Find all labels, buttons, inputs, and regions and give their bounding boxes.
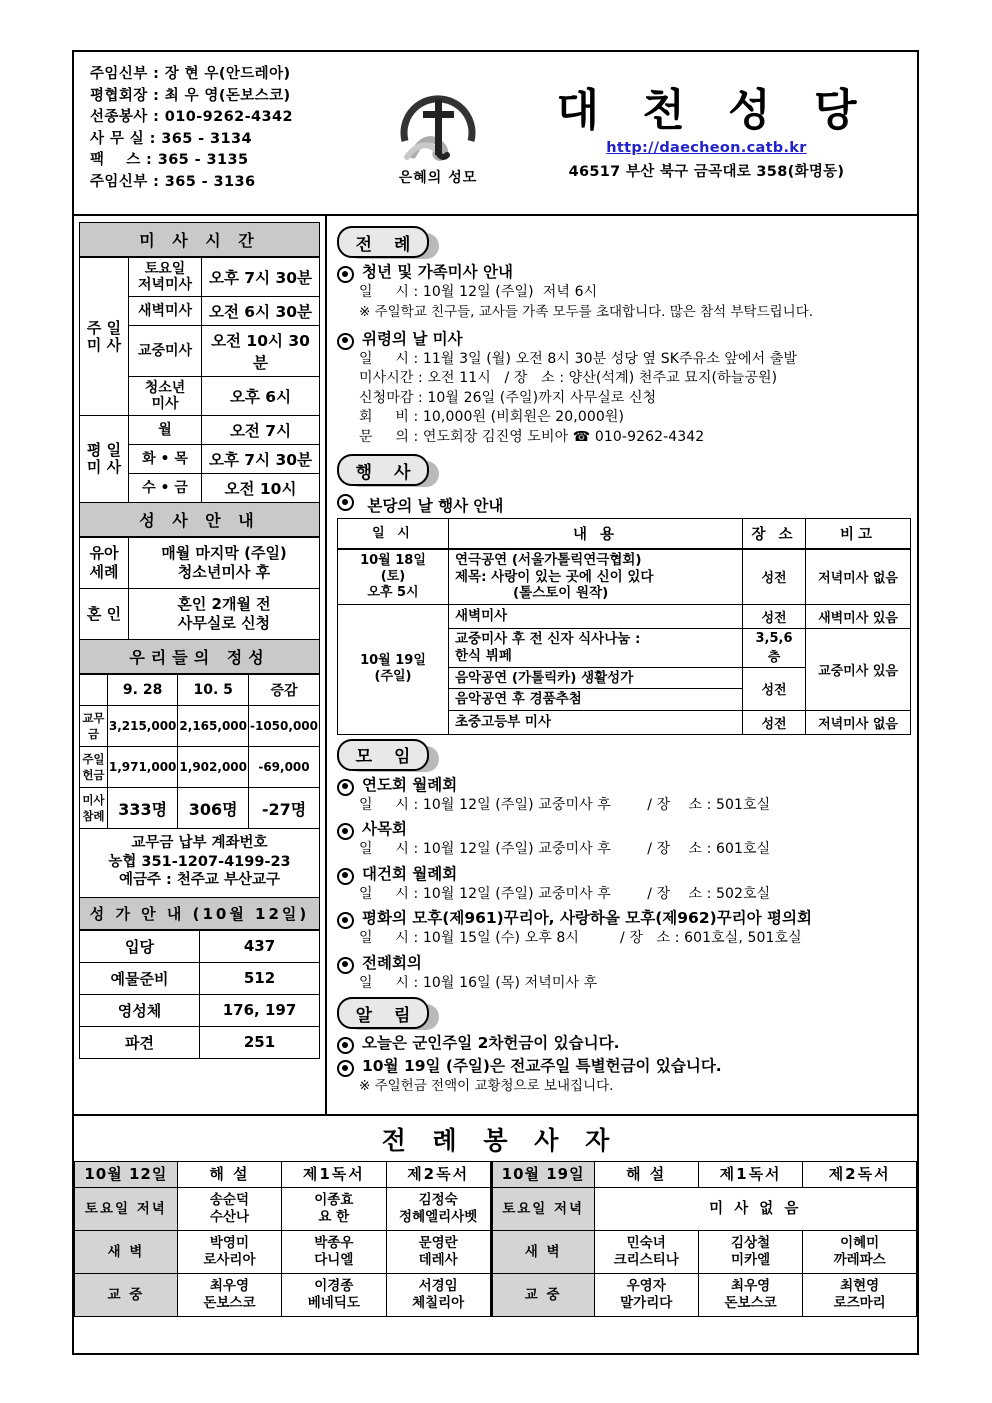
event-place: 성전 — [743, 604, 806, 628]
servers-right-col-commentary: 해 설 — [594, 1162, 698, 1188]
item-title-row — [335, 262, 909, 283]
offering-change: -1050,000 — [249, 706, 320, 747]
event-remark: 새벽미사 있음 — [806, 604, 911, 628]
event-content: 교중미사 후 전 신자 식사나눔 : 한식 뷔페 — [449, 628, 743, 667]
servers-row-label: 토요일 저녁 — [75, 1188, 178, 1231]
sacrament-title: 성 사 안 내 — [79, 503, 320, 537]
hymn-part: 예물준비 — [80, 962, 200, 994]
bullet-icon — [337, 1060, 354, 1077]
table-row — [75, 1188, 917, 1231]
offering-value: 1,971,000 — [107, 747, 178, 788]
liturgy-item — [335, 329, 909, 448]
offering-col-blank — [80, 675, 108, 706]
event-remark: 저녁미사 없음 — [806, 549, 911, 604]
events-table — [337, 518, 911, 735]
mass-kind: 화 • 목 — [129, 445, 202, 474]
servers-row-label: 교 중 — [75, 1274, 178, 1317]
section-events-header — [337, 454, 909, 488]
notice-text: 10월 19일 (주일)은 전교주일 특별헌금이 있습니다. — [362, 1057, 722, 1075]
table-row — [338, 604, 911, 628]
notice-item — [335, 1056, 909, 1096]
item-title: 연도회 월례회 — [362, 775, 458, 794]
table-header-row — [75, 1162, 917, 1188]
server-name: 김정숙 정혜엘리사벳 — [386, 1188, 491, 1231]
servers-right-col-reading1: 제1독서 — [698, 1162, 802, 1188]
events-heading-row — [335, 490, 909, 516]
bulletin-body — [74, 216, 917, 1116]
item-title: 위령의 날 미사 — [362, 329, 463, 348]
page-header — [74, 52, 917, 216]
bullet-icon — [337, 868, 354, 885]
server-name: 우영자 말가리다 — [594, 1274, 698, 1317]
offering-table — [79, 674, 320, 829]
item-detail: 미사시간 : 오전 11시 / 장 소 : 양산(석계) 천주교 묘지(하늘공원) — [359, 370, 778, 386]
server-name: 최우영 돈보스코 — [698, 1274, 802, 1317]
bullet-icon — [337, 823, 354, 840]
event-place: 성전 — [743, 667, 806, 710]
section-notices-header — [337, 997, 909, 1031]
item-detail: 일 시 : 10월 12일 (주일) 저녁 6시 — [359, 284, 598, 300]
servers-row-label: 토요일 저녁 — [491, 1188, 594, 1231]
mass-time: 오전 10시 30분 — [202, 326, 320, 377]
table-row — [80, 416, 320, 445]
contact-line: 팩 스 : 365 - 3135 — [90, 152, 249, 168]
contact-line: 주임신부 : 장 현 우(안드레아) — [90, 66, 291, 82]
servers-left-col-reading2: 제2독서 — [386, 1162, 491, 1188]
event-date: 10월 19일 (주일) — [338, 604, 449, 734]
server-name: 김상철 미카엘 — [698, 1231, 802, 1274]
event-content: 음악공연 후 경품추첨 — [449, 689, 743, 711]
mass-kind: 수 • 금 — [129, 474, 202, 503]
left-column — [74, 216, 327, 1114]
meeting-item — [335, 864, 909, 905]
item-detail: 일 시 : 11월 3일 (월) 오전 8시 30분 성당 옆 SK주유소 앞에서 출발 — [359, 350, 798, 367]
event-content: 새벽미사 — [449, 604, 743, 628]
item-detail: 일 시 : 10월 12일 (주일) 교중미사 후 / 장 소 : 502호실 — [359, 885, 771, 902]
bullet-icon — [337, 779, 354, 796]
bulletin-frame — [72, 50, 919, 1355]
meeting-item — [335, 953, 909, 994]
servers-left-col-commentary: 해 설 — [177, 1162, 281, 1188]
offering-value: 1,902,000 — [178, 747, 249, 788]
contact-line: 사 무 실 : 365 - 3134 — [90, 130, 252, 147]
event-content: 초중고등부 미사 — [449, 710, 743, 734]
hymn-part: 파견 — [80, 1026, 200, 1058]
servers-no-mass: 미 사 없 음 — [594, 1188, 917, 1231]
event-place: 성전 — [743, 549, 806, 604]
mass-time: 오후 7시 30분 — [202, 258, 320, 297]
event-date: 10월 18일 (토) 오후 5시 — [338, 549, 449, 604]
contact-line: 평협회장 : 최 우 영(돈보스코) — [90, 87, 291, 104]
server-name: 박영미 로사리아 — [177, 1231, 281, 1274]
event-place: 성전 — [743, 710, 806, 734]
section-label-notices: 알 림 — [337, 997, 429, 1029]
mass-schedule-table — [79, 257, 320, 503]
item-title-row — [335, 1056, 909, 1077]
mass-kind: 새벽미사 — [129, 297, 202, 326]
offering-value: 3,215,000 — [107, 706, 178, 747]
item-title: 평화의 모후(제961)꾸리아, 사랑하올 모후(제962)꾸리아 평의회 — [362, 909, 812, 927]
events-col-date: 일 시 — [338, 519, 449, 550]
server-name: 최우영 돈보스코 — [177, 1274, 281, 1317]
item-title: 사목회 — [362, 820, 407, 838]
sunday-mass-label: 주 일 미 사 — [80, 258, 129, 416]
grace-madonna-icon — [397, 85, 479, 165]
meeting-item — [335, 819, 909, 860]
mass-kind: 교중미사 — [129, 326, 202, 377]
mass-time: 오전 6시 30분 — [202, 297, 320, 326]
sacrament-kind: 혼 인 — [80, 589, 129, 640]
mass-kind: 청소년 미사 — [129, 377, 202, 416]
mass-kind: 월 — [129, 416, 202, 445]
table-row — [80, 706, 320, 747]
church-logo — [374, 52, 502, 214]
sacrament-info: 혼인 2개월 전 사무실로 신청 — [129, 589, 320, 640]
servers-left-date: 10월 12일 — [75, 1162, 178, 1188]
bullet-icon — [337, 957, 354, 974]
mass-schedule-title: 미 사 시 간 — [79, 222, 320, 257]
item-title-row — [335, 864, 909, 885]
item-title-row — [335, 775, 909, 796]
section-label-meetings: 모 임 — [337, 739, 429, 771]
event-content: 음악공연 (가톨릭카) 생활성가 — [449, 667, 743, 689]
table-row — [75, 1274, 917, 1317]
sacrament-info: 매월 마지막 (주일) 청소년미사 후 — [129, 538, 320, 589]
notice-text: 오늘은 군인주일 2차헌금이 있습니다. — [362, 1034, 620, 1052]
meeting-item — [335, 908, 909, 949]
offering-change: -69,000 — [249, 747, 320, 788]
events-heading: 본당의 날 행사 안내 — [367, 497, 504, 515]
contact-line: 주임신부 : 365 - 3136 — [90, 173, 256, 190]
bullet-icon — [337, 266, 354, 283]
servers-title: 전 례 봉 사 자 — [381, 1126, 619, 1155]
bullet-icon — [337, 1037, 354, 1054]
item-detail: 일 시 : 10월 12일 (주일) 교중미사 후 / 장 소 : 501호실 — [359, 796, 771, 813]
bullet-icon — [337, 333, 354, 350]
notice-item — [335, 1033, 909, 1054]
events-col-remark: 비고 — [806, 519, 911, 550]
offering-col-date2: 10. 5 — [178, 675, 249, 706]
hymn-number: 251 — [200, 1026, 320, 1058]
notice-note: ※ 주일헌금 전액이 교황청으로 보내집니다. — [359, 1078, 614, 1094]
offering-value: 306명 — [178, 788, 249, 829]
server-name: 송순덕 수산나 — [177, 1188, 281, 1231]
offering-title: 우리들의 정성 — [79, 640, 320, 674]
account-info: 교무금 납부 계좌번호 농협 351-1207-4199-23 예금주 : 천주교 부산교구 — [79, 829, 320, 898]
event-remark: 교중미사 있음 — [806, 628, 911, 710]
server-name: 민숙녀 크리스티나 — [594, 1231, 698, 1274]
events-col-content: 내 용 — [449, 519, 743, 550]
meeting-item — [335, 775, 909, 816]
hymn-table — [79, 930, 320, 1059]
server-name: 이종효 요 한 — [282, 1188, 386, 1231]
item-title-row — [335, 953, 909, 974]
events-col-place: 장 소 — [743, 519, 806, 550]
church-identity — [502, 52, 917, 214]
server-name: 이혜미 까레파스 — [803, 1231, 917, 1274]
mass-kind: 토요일 저녁미사 — [129, 258, 202, 297]
sacrament-kind: 유아 세례 — [80, 538, 129, 589]
servers-section — [74, 1116, 917, 1317]
item-detail: 일 시 : 10월 12일 (주일) 교중미사 후 / 장 소 : 601호실 — [359, 841, 771, 857]
servers-row-label: 새 벽 — [491, 1231, 594, 1274]
item-detail: 일 시 : 10월 16일 (목) 저녁미사 후 — [359, 974, 598, 991]
server-name: 이경종 베네딕도 — [282, 1274, 386, 1317]
hymn-number: 512 — [200, 962, 320, 994]
hymn-number: 176, 197 — [200, 994, 320, 1026]
item-detail: 신청마감 : 10월 26일 (주일)까지 사무실로 신청 — [359, 389, 657, 406]
hymn-part: 입당 — [80, 930, 200, 962]
table-row — [75, 1231, 917, 1274]
offering-change: -27명 — [249, 788, 320, 829]
item-detail: 문 의 : 연도회장 김진영 도비아 ☎ 010-9262-4342 — [359, 428, 705, 445]
section-label-events: 행 사 — [337, 454, 429, 486]
mass-time: 오전 10시 — [202, 474, 320, 503]
offering-col-date1: 9. 28 — [107, 675, 178, 706]
item-title-row — [335, 908, 909, 929]
item-title: 대건회 월례회 — [362, 864, 458, 883]
event-place: 3,5,6 층 — [743, 628, 806, 667]
servers-table — [74, 1161, 917, 1317]
bullet-icon — [337, 912, 354, 929]
logo-caption: 은혜의 성모 — [398, 170, 478, 186]
church-name: 대 천 성 당 — [556, 84, 871, 136]
server-name: 문영란 데레사 — [386, 1231, 491, 1274]
table-row — [80, 930, 320, 962]
offering-row-label: 미사참례 — [80, 788, 108, 829]
hymn-title: 성 가 안 내 (10월 12일) — [79, 898, 320, 930]
item-note: ※ 주일학교 친구들, 교사들 가족 모두를 초대합니다. 많은 참석 부탁드립니다. — [359, 303, 814, 320]
table-row — [80, 788, 320, 829]
table-row — [80, 538, 320, 589]
table-row — [80, 258, 320, 297]
server-name: 박종우 다니엘 — [282, 1231, 386, 1274]
servers-right-date: 10월 19일 — [491, 1162, 594, 1188]
table-row — [80, 589, 320, 640]
servers-row-label: 교 중 — [491, 1274, 594, 1317]
item-detail: 일 시 : 10월 15일 (수) 오후 8시 / 장 소 : 601호실, 501호실 — [359, 930, 802, 946]
mass-time: 오후 7시 30분 — [202, 445, 320, 474]
event-remark: 저녁미사 없음 — [806, 710, 911, 734]
offering-row-label: 교무금 — [80, 706, 108, 747]
weekday-mass-label: 평 일 미 사 — [80, 416, 129, 503]
item-title: 청년 및 가족미사 안내 — [362, 263, 513, 281]
table-row — [80, 747, 320, 788]
offering-col-change: 증감 — [249, 675, 320, 706]
offering-value: 2,165,000 — [178, 706, 249, 747]
church-website-link[interactable]: http://daecheon.catb.kr — [606, 139, 807, 156]
liturgy-item — [335, 262, 909, 322]
server-name: 최현영 로즈마리 — [803, 1274, 917, 1317]
section-label-liturgy: 전 례 — [337, 226, 429, 258]
hymn-part: 영성체 — [80, 994, 200, 1026]
church-address: 46517 부산 북구 금곡대로 358(화명동) — [568, 163, 845, 180]
table-row — [338, 549, 911, 604]
sacrament-table — [79, 537, 320, 640]
mass-time: 오후 6시 — [202, 377, 320, 416]
table-row — [80, 675, 320, 706]
server-name: 서경임 체칠리아 — [386, 1274, 491, 1317]
right-column — [327, 216, 917, 1114]
item-title-row — [335, 329, 909, 350]
section-meetings-header — [337, 739, 909, 773]
table-header-row — [338, 519, 911, 550]
servers-right-col-reading2: 제2독서 — [803, 1162, 917, 1188]
contact-block — [74, 52, 374, 214]
servers-row-label: 새 벽 — [75, 1231, 178, 1274]
table-row — [80, 1026, 320, 1058]
table-row — [80, 994, 320, 1026]
section-liturgy-header — [337, 226, 909, 260]
item-detail: 회 비 : 10,000원 (비회원은 20,000원) — [359, 409, 625, 425]
hymn-number: 437 — [200, 930, 320, 962]
mass-time: 오전 7시 — [202, 416, 320, 445]
servers-left-col-reading1: 제1독서 — [282, 1162, 386, 1188]
event-content: 연극공연 (서울가톨릭연극협회) 제목: 사랑이 있는 곳에 신이 있다 (톨스토이 원작) — [449, 549, 743, 604]
item-title-row — [335, 819, 909, 840]
contact-line: 선종봉사 : 010-9262-4342 — [90, 109, 293, 125]
bullet-icon — [337, 494, 354, 511]
item-title: 전례회의 — [362, 953, 422, 972]
offering-row-label: 주일헌금 — [80, 747, 108, 788]
offering-value: 333명 — [107, 788, 178, 829]
item-title-row — [335, 1033, 909, 1054]
table-row — [80, 962, 320, 994]
